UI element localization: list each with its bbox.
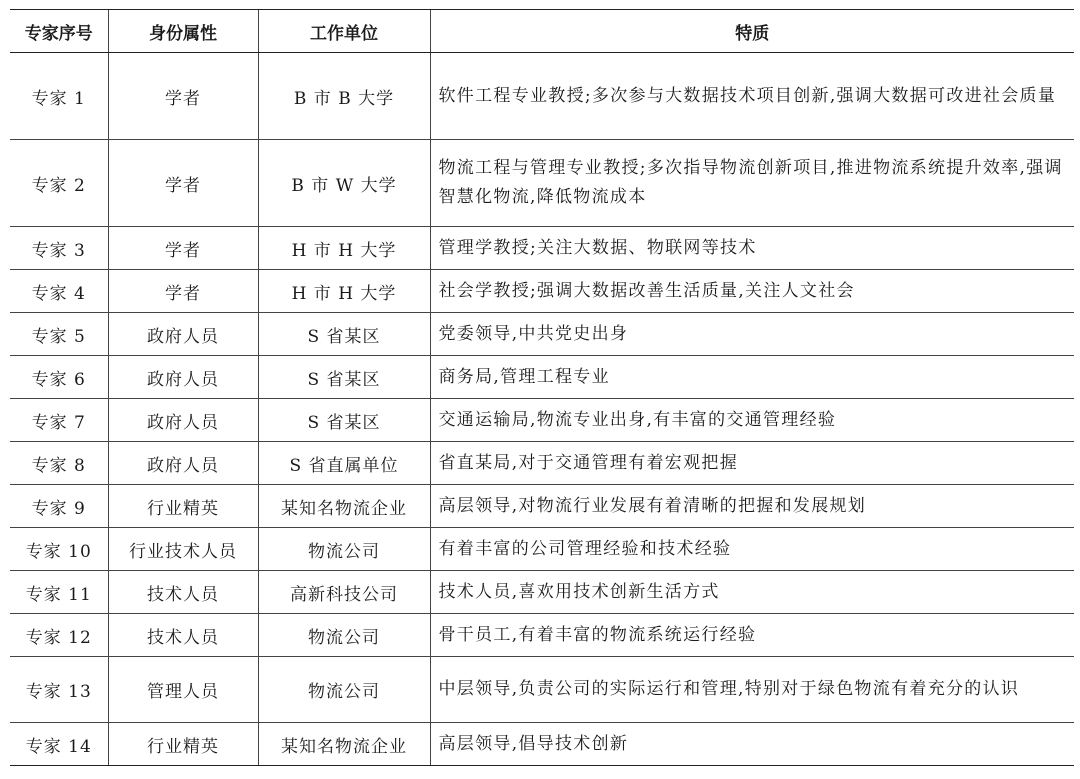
cell-identity: 学者 bbox=[108, 270, 258, 313]
cell-expert-id: 专家 10 bbox=[10, 528, 108, 571]
cell-identity: 技术人员 bbox=[108, 614, 258, 657]
cell-identity: 学者 bbox=[108, 53, 258, 140]
table-row bbox=[10, 657, 1074, 723]
cell-traits: 商务局,管理工程专业 bbox=[430, 356, 1074, 399]
cell-expert-id: 专家 14 bbox=[10, 723, 108, 766]
cell-traits: 有着丰富的公司管理经验和技术经验 bbox=[430, 528, 1074, 571]
cell-identity: 政府人员 bbox=[108, 313, 258, 356]
cell-work-unit: 某知名物流企业 bbox=[258, 723, 430, 766]
cell-identity: 行业精英 bbox=[108, 723, 258, 766]
header-identity: 身份属性 bbox=[108, 10, 258, 53]
table-header-row bbox=[10, 10, 1074, 53]
cell-expert-id: 专家 1 bbox=[10, 53, 108, 140]
cell-expert-id: 专家 6 bbox=[10, 356, 108, 399]
table-row bbox=[10, 140, 1074, 227]
table-row bbox=[10, 227, 1074, 270]
cell-traits: 中层领导,负责公司的实际运行和管理,特别对于绿色物流有着充分的认识 bbox=[430, 657, 1074, 723]
expert-table-container bbox=[10, 9, 1074, 766]
cell-traits: 物流工程与管理专业教授;多次指导物流创新项目,推进物流系统提升效率,强调智慧化物流,降低物流成本 bbox=[430, 140, 1074, 227]
cell-traits: 交通运输局,物流专业出身,有丰富的交通管理经验 bbox=[430, 399, 1074, 442]
cell-expert-id: 专家 7 bbox=[10, 399, 108, 442]
cell-work-unit: 物流公司 bbox=[258, 614, 430, 657]
cell-traits: 管理学教授;关注大数据、物联网等技术 bbox=[430, 227, 1074, 270]
cell-traits: 党委领导,中共党史出身 bbox=[430, 313, 1074, 356]
cell-expert-id: 专家 9 bbox=[10, 485, 108, 528]
cell-work-unit: B 市 B 大学 bbox=[258, 53, 430, 140]
cell-identity: 政府人员 bbox=[108, 399, 258, 442]
cell-traits: 高层领导,对物流行业发展有着清晰的把握和发展规划 bbox=[430, 485, 1074, 528]
cell-expert-id: 专家 13 bbox=[10, 657, 108, 723]
table-row bbox=[10, 614, 1074, 657]
cell-expert-id: 专家 2 bbox=[10, 140, 108, 227]
table-row bbox=[10, 53, 1074, 140]
cell-expert-id: 专家 12 bbox=[10, 614, 108, 657]
cell-work-unit: S 省某区 bbox=[258, 399, 430, 442]
cell-work-unit: H 市 H 大学 bbox=[258, 270, 430, 313]
cell-traits: 软件工程专业教授;多次参与大数据技术项目创新,强调大数据可改进社会质量 bbox=[430, 53, 1074, 140]
cell-work-unit: 某知名物流企业 bbox=[258, 485, 430, 528]
cell-traits: 技术人员,喜欢用技术创新生活方式 bbox=[430, 571, 1074, 614]
cell-identity: 技术人员 bbox=[108, 571, 258, 614]
cell-identity: 学者 bbox=[108, 140, 258, 227]
cell-traits: 骨干员工,有着丰富的物流系统运行经验 bbox=[430, 614, 1074, 657]
cell-identity: 管理人员 bbox=[108, 657, 258, 723]
cell-work-unit: 高新科技公司 bbox=[258, 571, 430, 614]
cell-expert-id: 专家 5 bbox=[10, 313, 108, 356]
cell-expert-id: 专家 8 bbox=[10, 442, 108, 485]
table-row bbox=[10, 528, 1074, 571]
cell-traits: 省直某局,对于交通管理有着宏观把握 bbox=[430, 442, 1074, 485]
table-row bbox=[10, 356, 1074, 399]
header-expert-id: 专家序号 bbox=[10, 10, 108, 53]
table-row bbox=[10, 571, 1074, 614]
cell-identity: 政府人员 bbox=[108, 356, 258, 399]
table-row bbox=[10, 270, 1074, 313]
cell-work-unit: S 省某区 bbox=[258, 356, 430, 399]
cell-identity: 学者 bbox=[108, 227, 258, 270]
header-work-unit: 工作单位 bbox=[258, 10, 430, 53]
cell-work-unit: 物流公司 bbox=[258, 528, 430, 571]
cell-work-unit: S 省某区 bbox=[258, 313, 430, 356]
header-traits: 特质 bbox=[430, 10, 1074, 53]
cell-expert-id: 专家 3 bbox=[10, 227, 108, 270]
cell-traits: 社会学教授;强调大数据改善生活质量,关注人文社会 bbox=[430, 270, 1074, 313]
cell-work-unit: H 市 H 大学 bbox=[258, 227, 430, 270]
cell-traits: 高层领导,倡导技术创新 bbox=[430, 723, 1074, 766]
table-row bbox=[10, 723, 1074, 766]
table-row bbox=[10, 485, 1074, 528]
cell-identity: 行业精英 bbox=[108, 485, 258, 528]
expert-table bbox=[10, 9, 1074, 766]
cell-work-unit: S 省直属单位 bbox=[258, 442, 430, 485]
cell-expert-id: 专家 11 bbox=[10, 571, 108, 614]
cell-identity: 政府人员 bbox=[108, 442, 258, 485]
cell-work-unit: 物流公司 bbox=[258, 657, 430, 723]
table-row bbox=[10, 399, 1074, 442]
cell-work-unit: B 市 W 大学 bbox=[258, 140, 430, 227]
cell-identity: 行业技术人员 bbox=[108, 528, 258, 571]
table-row bbox=[10, 313, 1074, 356]
table-row bbox=[10, 442, 1074, 485]
cell-expert-id: 专家 4 bbox=[10, 270, 108, 313]
